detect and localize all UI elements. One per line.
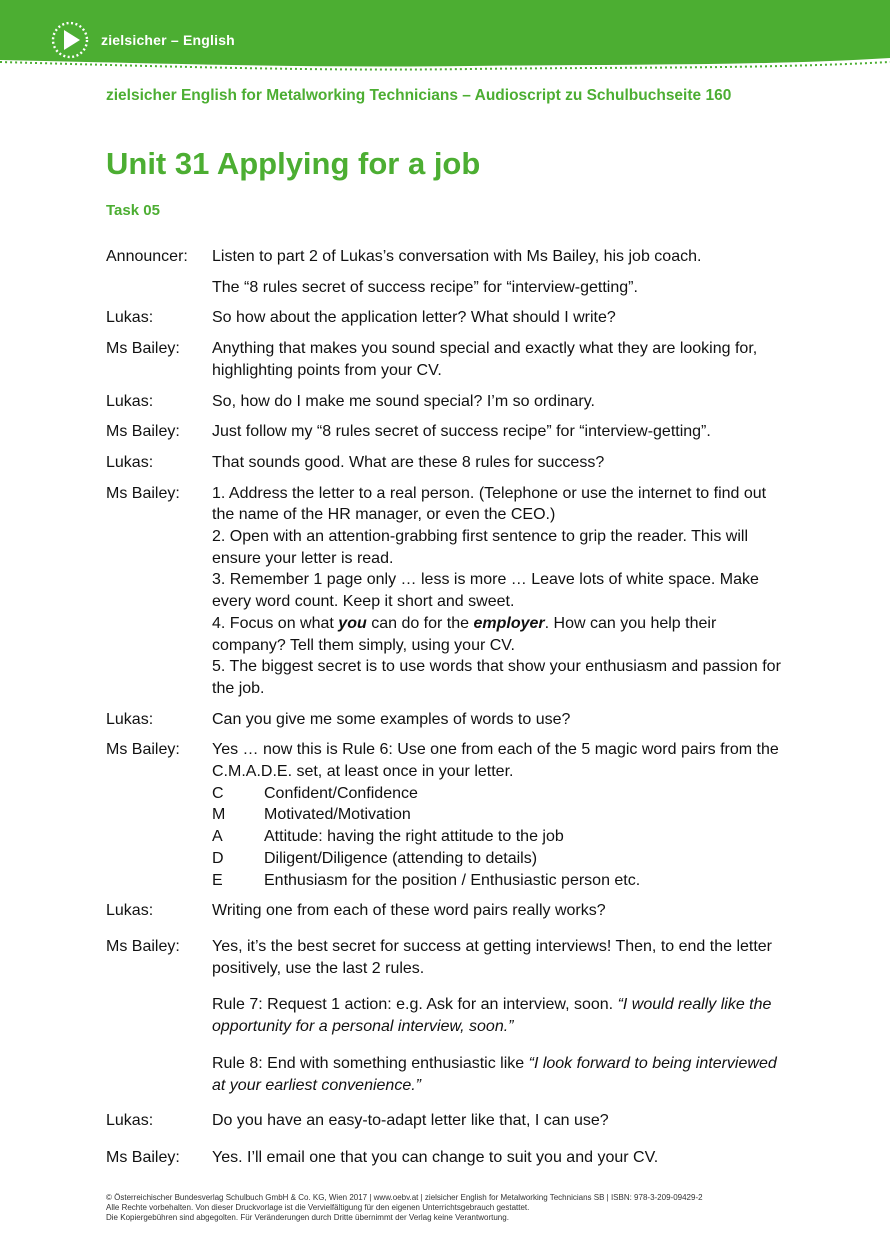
rules-list bbox=[212, 483, 786, 700]
speech-text: Writing one from each of these word pairs really works? bbox=[212, 902, 606, 920]
cmade-item bbox=[212, 870, 786, 892]
footer-line: Die Kopiergebühren sind abgegolten. Für Veränderungen durch Dritte übernimmt der Verlag keine Verantwortung. bbox=[106, 1213, 509, 1222]
emphasis-employer: employer bbox=[473, 614, 545, 632]
cmade-word: Confident/Confidence bbox=[264, 784, 418, 802]
header-banner bbox=[0, 0, 890, 80]
rule-item: 3. Remember 1 page only … less is more … Leave lots of white space. Make every word count. Keep it short and sweet. bbox=[212, 571, 759, 611]
rule-8 bbox=[212, 1053, 786, 1096]
dialogue-turn bbox=[106, 338, 786, 381]
speaker-label: Lukas: bbox=[106, 710, 154, 728]
rule-item: 2. Open with an attention-grabbing first sentence to grip the reader. This will ensure your letter is read. bbox=[212, 528, 749, 567]
speech-text: Just follow my “8 rules secret of success recipe” for “interview-getting”. bbox=[212, 423, 711, 441]
brand-name: zielsicher – English bbox=[101, 32, 235, 48]
speech-text: Do you have an easy-to-adapt letter like that, I can use? bbox=[212, 1112, 609, 1130]
footer-line: Alle Rechte vorbehalten. Von dieser Druckvorlage ist die Vervielfältigung für den eigenen Unterrichtsgebrauch gestattet. bbox=[106, 1203, 530, 1212]
task-label: Task 05 bbox=[106, 202, 160, 219]
rule-item bbox=[212, 613, 786, 656]
audioscript bbox=[106, 246, 786, 1169]
speaker-label: Lukas: bbox=[106, 1112, 154, 1130]
dialogue-turn bbox=[106, 483, 786, 700]
speaker-label: Ms Bailey: bbox=[106, 937, 180, 955]
dialogue-turn bbox=[106, 391, 786, 413]
cmade-letter: M bbox=[212, 806, 226, 824]
dialogue-turn bbox=[106, 1147, 786, 1169]
dialogue-turn bbox=[106, 739, 786, 891]
rule-text: Rule 7: Request 1 action: e.g. Ask for an interview, soon. bbox=[212, 996, 618, 1014]
speaker-label: Ms Bailey: bbox=[106, 484, 180, 502]
dialogue-turn bbox=[106, 1110, 786, 1132]
speaker-label: Ms Bailey: bbox=[106, 741, 180, 759]
speech-text: The “8 rules secret of success recipe” for “interview-getting”. bbox=[212, 278, 638, 296]
speech-text: Anything that makes you sound special and exactly what they are looking for, highlighting points from your CV. bbox=[212, 340, 758, 379]
cmade-letter: C bbox=[212, 784, 224, 802]
speech-text: So, how do I make me sound special? I’m so ordinary. bbox=[212, 392, 595, 410]
cmade-item bbox=[212, 848, 786, 870]
speech-text: Yes … now this is Rule 6: Use one from each of the 5 magic word pairs from the C.M.A.D.E. set, at least once in your letter. bbox=[212, 741, 779, 781]
cmade-word: Enthusiasm for the position / Enthusiastic person etc. bbox=[264, 871, 641, 889]
emphasis-you: you bbox=[338, 614, 367, 632]
cmade-item bbox=[212, 783, 786, 805]
speech-text: Yes. I’ll email one that you can change to suit you and your CV. bbox=[212, 1148, 659, 1166]
cmade-word: Attitude: having the right attitude to the job bbox=[264, 828, 564, 846]
speech-text: Listen to part 2 of Lukas’s conversation with Ms Bailey, his job coach. bbox=[212, 248, 702, 265]
rule-item: 5. The biggest secret is to use words that show your enthusiasm and passion for the job. bbox=[212, 658, 781, 697]
cmade-word: Motivated/Motivation bbox=[264, 806, 411, 824]
rule-7 bbox=[212, 994, 786, 1037]
speaker-label: Ms Bailey: bbox=[106, 340, 180, 358]
speech-text: So how about the application letter? What should I write? bbox=[212, 309, 616, 327]
speech-text: That sounds good. What are these 8 rules for success? bbox=[212, 453, 605, 471]
speech-text: Yes, it’s the best secret for success at getting interviews! Then, to end the letter positively, use the last 2 rules. bbox=[212, 937, 773, 977]
dialogue-turn bbox=[106, 277, 786, 299]
speaker-label: Announcer: bbox=[106, 248, 188, 265]
speech-text: Can you give me some examples of words to use? bbox=[212, 710, 571, 728]
cmade-letter: D bbox=[212, 849, 224, 867]
speaker-label: Lukas: bbox=[106, 453, 154, 471]
page-title: Unit 31 Applying for a job bbox=[106, 146, 481, 181]
speaker-label: Lukas: bbox=[106, 902, 154, 920]
speaker-label: Ms Bailey: bbox=[106, 1148, 180, 1166]
cmade-item bbox=[212, 826, 786, 848]
cmade-letter: E bbox=[212, 871, 223, 889]
dialogue-turn bbox=[106, 709, 786, 731]
speaker-label: Ms Bailey: bbox=[106, 423, 180, 441]
rule-text: Rule 8: End with something enthusiastic like bbox=[212, 1054, 529, 1072]
dialogue-turn bbox=[106, 900, 786, 922]
dialogue-turn bbox=[106, 246, 786, 268]
dialogue-turn bbox=[106, 936, 786, 1096]
speaker-label: Lukas: bbox=[106, 309, 154, 327]
cmade-item bbox=[212, 804, 786, 826]
rule-text: can do for the bbox=[366, 614, 474, 632]
dialogue-turn bbox=[106, 307, 786, 329]
copyright-footer bbox=[106, 1193, 703, 1223]
footer-line: © Österreichischer Bundesverlag Schulbuch GmbH & Co. KG, Wien 2017 | www.oebv.at | zielsicher English for Metalworking Technicians SB | ISBN: 978-3-209-09429-2 bbox=[106, 1193, 703, 1202]
cmade-word: Diligent/Diligence (attending to details) bbox=[264, 849, 538, 867]
rule-quote: “I would really like the opportunity for a personal interview, soon.” bbox=[212, 996, 772, 1036]
rule-quote: “I look forward to being interviewed at your earliest convenience.” bbox=[212, 1054, 777, 1094]
cmade-letter: A bbox=[212, 828, 223, 846]
speaker-label: Lukas: bbox=[106, 392, 154, 410]
dialogue-turn bbox=[106, 452, 786, 474]
header-line: zielsicher English for Metalworking Technicians – Audioscript zu Schulbuchseite 160 bbox=[106, 87, 732, 104]
rule-text: 4. Focus on what bbox=[212, 614, 339, 632]
rule-text: . How can you help their company? Tell them simply, using your CV. bbox=[212, 614, 717, 654]
dialogue-turn bbox=[106, 421, 786, 443]
rule-item: 1. Address the letter to a real person. (Telephone or use the internet to find out the name of the HR manager, or even the CEO.) bbox=[212, 484, 767, 524]
